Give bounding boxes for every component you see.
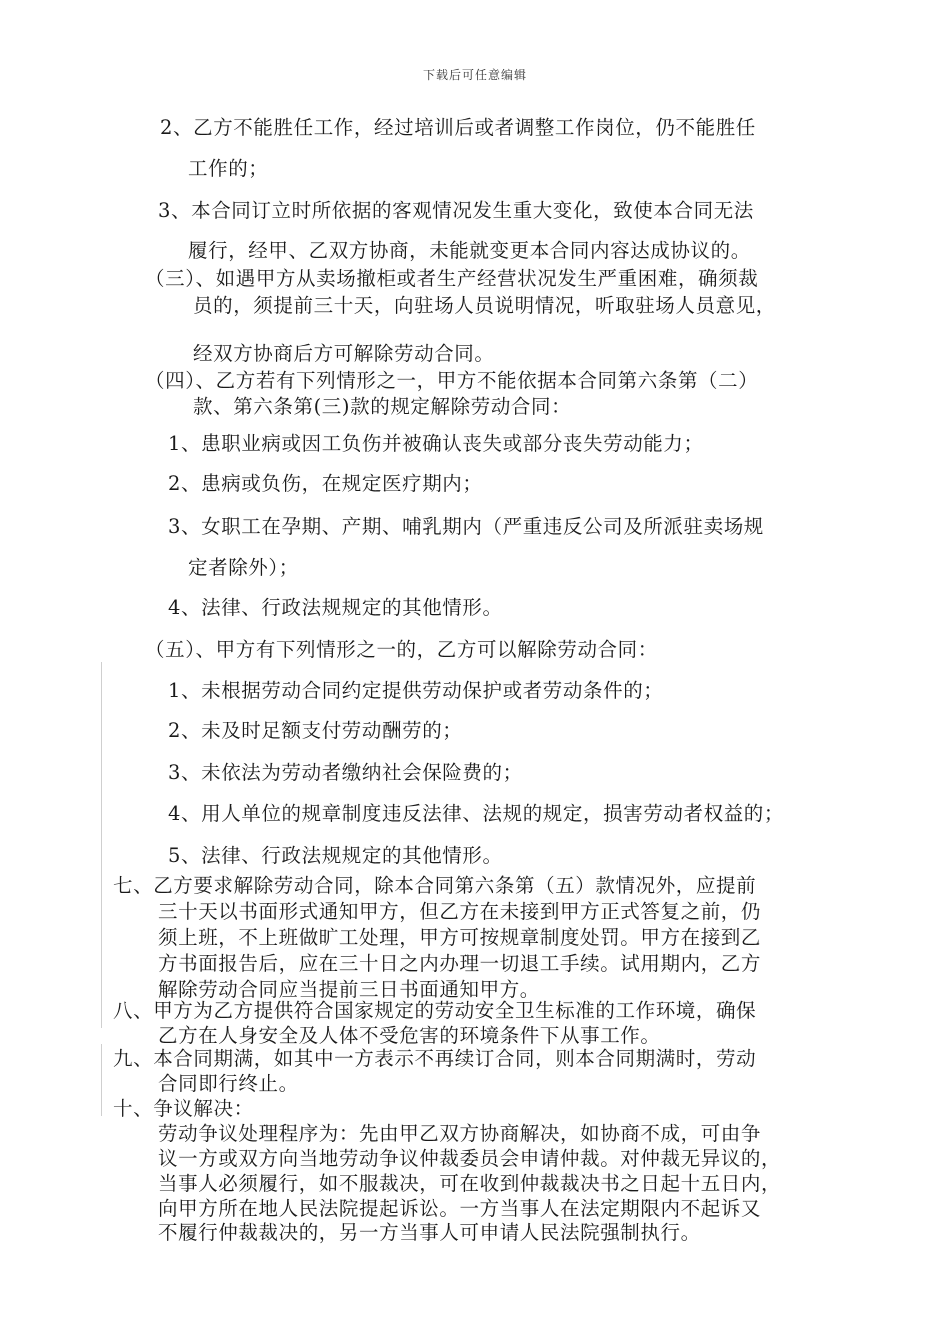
text-line: 2、患病或负伤，在规定医疗期内； (168, 472, 483, 495)
text-line: 履行，经甲、乙双方协商，未能就变更本合同内容达成协议的。 (188, 239, 751, 262)
text-line: 三十天以书面形式通知甲方，但乙方在未接到甲方正式答复之前，仍 (158, 900, 762, 923)
text-line: 七、乙方要求解除劳动合同，除本合同第六条第（五）款情况外，应提前 (113, 874, 757, 897)
text-line: 1、未根据劳动合同约定提供劳动保护或者劳动条件的； (168, 679, 664, 702)
text-line: 定者除外）； (188, 556, 299, 579)
text-line: 十、争议解决： (113, 1097, 254, 1120)
text-line: 合同即行终止。 (158, 1072, 299, 1095)
text-line: 5、法律、行政法规规定的其他情形。 (168, 844, 503, 867)
text-line: 3、未依法为劳动者缴纳社会保险费的； (168, 761, 523, 784)
text-line: 须上班，不上班做旷工处理，甲方可按规章制度处罚。甲方在接到乙 (158, 926, 762, 949)
text-line: 2、未及时足额支付劳动酬劳的； (168, 719, 463, 742)
text-line: 九、本合同期满，如其中一方表示不再续订合同，则本合同期满时，劳动 (113, 1047, 757, 1070)
text-line: 4、用人单位的规章制度违反法律、法规的规定，损害劳动者权益的； (168, 802, 785, 825)
text-line: 3、女职工在孕期、产期、哺乳期内（严重违反公司及所派驻卖场规 (168, 515, 764, 538)
margin-bar (101, 870, 102, 1028)
margin-bar (101, 1044, 102, 1116)
text-line: 议一方或双方向当地劳动争议仲裁委员会申请仲裁。对仲裁无异议的， (158, 1147, 782, 1170)
text-line: 款、第六条第(三)款的规定解除劳动合同： (193, 395, 572, 418)
text-line: 向甲方所在地人民法院提起诉讼。一方当事人在法定期限内不起诉又 (158, 1197, 762, 1220)
text-line: 1、患职业病或因工负伤并被确认丧失或部分丧失劳动能力； (168, 432, 704, 455)
text-line: 4、法律、行政法规规定的其他情形。 (168, 596, 503, 619)
text-line: 员的，须提前三十天，向驻场人员说明情况，听取驻场人员意见， (193, 294, 776, 317)
text-line: 不履行仲裁裁决的，另一方当事人可申请人民法院强制执行。 (158, 1221, 701, 1244)
page-header-note: 下载后可任意编辑 (422, 68, 527, 82)
text-line: 乙方在人身安全及人体不受危害的环境条件下从事工作。 (158, 1024, 661, 1047)
text-line: 劳动争议处理程序为：先由甲乙双方协商解决，如协商不成，可由争 (158, 1122, 762, 1145)
text-line: 当事人必须履行，如不服裁决，可在收到仲裁裁决书之日起十五日内， (158, 1172, 782, 1195)
text-line: 八、甲方为乙方提供符合国家规定的劳动安全卫生标准的工作环境，确保 (113, 999, 757, 1022)
text-line: 经双方协商后方可解除劳动合同。 (193, 342, 495, 365)
margin-bar (101, 662, 102, 872)
text-line: 解除劳动合同应当提前三日书面通知甲方。 (158, 978, 540, 1001)
text-line: （五）、甲方有下列情形之一的，乙方可以解除劳动合同： (145, 638, 658, 661)
text-line: （三）、如遇甲方从卖场撤柜或者生产经营状况发生严重困难，确须裁 (145, 267, 759, 290)
text-line: 2、乙方不能胜任工作，经过培训后或者调整工作岗位，仍不能胜任 (160, 116, 756, 139)
text-line: 3、本合同订立时所依据的客观情况发生重大变化，致使本合同无法 (158, 199, 754, 222)
text-line: 方书面报告后，应在三十日之内办理一切退工手续。试用期内，乙方 (158, 952, 762, 975)
text-line: （四）、乙方若有下列情形之一，甲方不能依据本合同第六条第（二） (145, 369, 759, 392)
text-line: 工作的； (188, 157, 269, 180)
